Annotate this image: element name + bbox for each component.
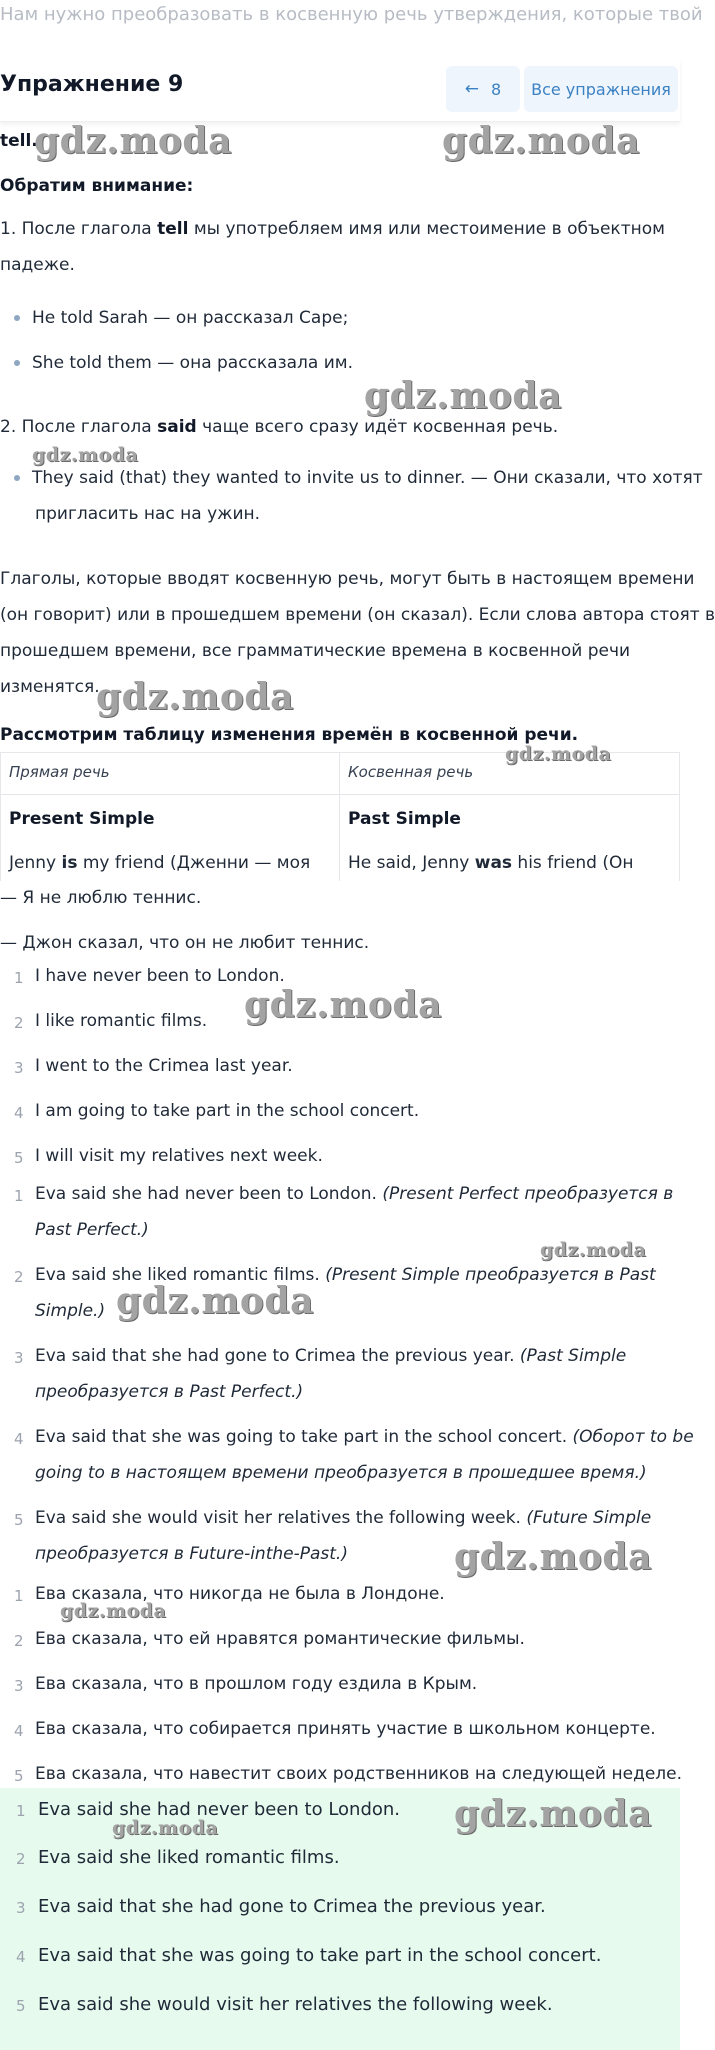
table-cell: He said, Jenny was his friend (Он [348,853,634,873]
list-item-continued: преобразуется в Past Perfect.) [35,1382,304,1402]
table-cell: Jenny is my friend (Дженни — моя [9,853,311,873]
list-item: Ева сказала, что никогда не была в Лондоне. [35,1584,445,1604]
watermark: gdz.moda [454,1536,652,1578]
watermark: gdz.moda [116,1280,314,1322]
intro-text: Нам нужно преобразовать в косвенную речь утверждения, которые твой [0,4,703,25]
watermark: gdz.moda [442,120,640,162]
table-caption: Рассмотрим таблицу изменения времён в косвенной речи. [0,725,579,745]
table-header-reported: Косвенная речь [348,763,474,781]
watermark: gdz.moda [244,984,442,1026]
list-item: Eva said she had never been to London. (Present Perfect преобразуется в [35,1184,674,1204]
watermark: gdz.moda [540,1239,647,1261]
list-item: I have never been to London. [35,966,285,986]
paragraph-line: изменятся. [0,677,100,697]
reported-list: 1 Eva said she had never been to London. (Present Perfect преобразуется в Past Perfect.) 2 Eva said she liked romantic films. (Present Simple преобразуется в Past Simple.) 3 Eva said that she had gone to Crimea the previous year. (Past Simple преобразуется в Past Perfect.) 4 Eva said that she was going to take part in the school concert. (Оборот to be going to в настоящем времени преобразуется в прошедшее время.) 5 Eva said she would visit her relatives the following week. (Future Simple преобразуется в Future-inthe-Past.) [14,1184,694,1564]
rule-1: 1. После глагола tell мы употребляем имя или местоимение в объектном [0,219,665,239]
bullet-item: She told them — она рассказала им. [14,353,353,373]
bullet-item: They said (that) they wanted to invite us to dinner. — Они сказали, что хотят [14,468,703,488]
attention-heading: Обратим внимание: [0,176,194,196]
watermark: gdz.moda [34,120,232,162]
watermark: gdz.moda [112,1817,219,1839]
translations-list: 1 Ева сказала, что никогда не была в Лондоне. 2 Ева сказала, что ей нравятся романтические фильмы. 3 Ева сказала, что в прошлом году ездила в Крым. 4 Ева сказала, что собирается принять участие в школьном концерте. 5 Ева сказала, что навестит своих родственников на следующей неделе. [14,1584,683,1785]
list-item: Eva said she would visit her relatives the following week. [38,1994,553,2015]
paragraph-line: прошедшем времени, все грамматические времена в косвенной речи [0,641,631,661]
list-item: Eva said that she was going to take part in the school concert. (Оборот to be [35,1427,694,1447]
list-item: Eva said she liked romantic films. (Present Simple преобразуется в Past [35,1265,656,1285]
table-column-direct [0,753,340,881]
example-line: — Джон сказал, что он не любит теннис. [0,933,370,953]
page-title: Упражнение 9 [0,72,184,97]
arrow-left-icon: ← [464,79,480,99]
list-item-continued: Past Perfect.) [35,1220,149,1240]
paragraph-line: (он говорит) или в прошедшем времени (он сказал). Если слова автора стоят в [0,605,715,625]
list-item: Eva said she had never been to London. [38,1799,401,1820]
list-item: Eva said she would visit her relatives the following week. (Future Simple [35,1508,652,1528]
tell-fragment: tell. [0,131,38,151]
statements-list: 1 I have never been to London. 2 I like romantic films. 3 I went to the Crimea last year. 4 I am going to take part in the school concert. 5 I will visit my relatives next week. [14,966,420,1167]
watermark: gdz.moda [505,743,612,765]
list-item: I am going to take part in the school concert. [35,1101,420,1121]
table-cell: Past Simple [348,809,461,829]
list-item: Eva said she liked romantic films. [38,1847,340,1868]
list-item: I went to the Crimea last year. [35,1056,293,1076]
table-column-reported [340,753,680,881]
table-header-direct: Прямая речь [9,763,110,781]
list-item: Eva said that she was going to take part in the school concert. [38,1945,602,1966]
bullet-item: He told Sarah — он рассказал Саре; [14,308,348,328]
all-exercises-button[interactable]: Все упражнения [524,66,678,112]
tense-table [0,752,680,880]
list-item: Ева сказала, что собирается принять участие в школьном концерте. [35,1719,656,1739]
watermark: gdz.moda [60,1600,167,1622]
list-item: I like romantic films. [35,1011,208,1031]
watermark: gdz.moda [96,676,294,718]
watermark: gdz.moda [32,444,139,466]
rule-1-line2: падеже. [0,255,75,275]
list-item-continued: Simple.) [35,1301,106,1321]
list-item: Ева сказала, что навестит своих родственников на следующей неделе. [35,1764,683,1784]
table-cell: Present Simple [9,809,155,829]
prev-exercise-button[interactable] [446,66,520,112]
paragraph-line: Глаголы, которые вводят косвенную речь, могут быть в настоящем времени [0,569,695,589]
list-item-continued: преобразуется в Future-inthe-Past.) [35,1544,348,1564]
list-item: Eva said that she had gone to Crimea the previous year. (Past Simple [35,1346,627,1366]
rule-2: 2. После глагола said чаще всего сразу идёт косвенная речь. [0,417,559,437]
list-item: I will visit my relatives next week. [35,1146,323,1166]
exercise-header [0,58,680,122]
bullet-item-continued: пригласить нас на ужин. [35,504,261,524]
watermark: gdz.moda [364,375,562,417]
list-item: Ева сказала, что в прошлом году ездила в Крым. [35,1674,478,1694]
list-item-continued: going to в настоящем времени преобразуется в прошедшее время.) [35,1463,647,1483]
list-item: Eva said that she had gone to Crimea the previous year. [38,1896,546,1917]
prev-exercise-number: 8 [491,79,502,99]
answer-block: 1 Eva said she had never been to London. 2 Eva said she liked romantic films. 3 Eva said that she had gone to Crimea the previous year. 4 Eva said that she was going to take part in the school concert. 5 Eva said she would visit her relatives the following week. [0,1788,680,2050]
list-item: Ева сказала, что ей нравятся романтические фильмы. [35,1629,525,1649]
example-line: — Я не люблю теннис. [0,888,202,908]
watermark: gdz.moda [454,1793,652,1835]
